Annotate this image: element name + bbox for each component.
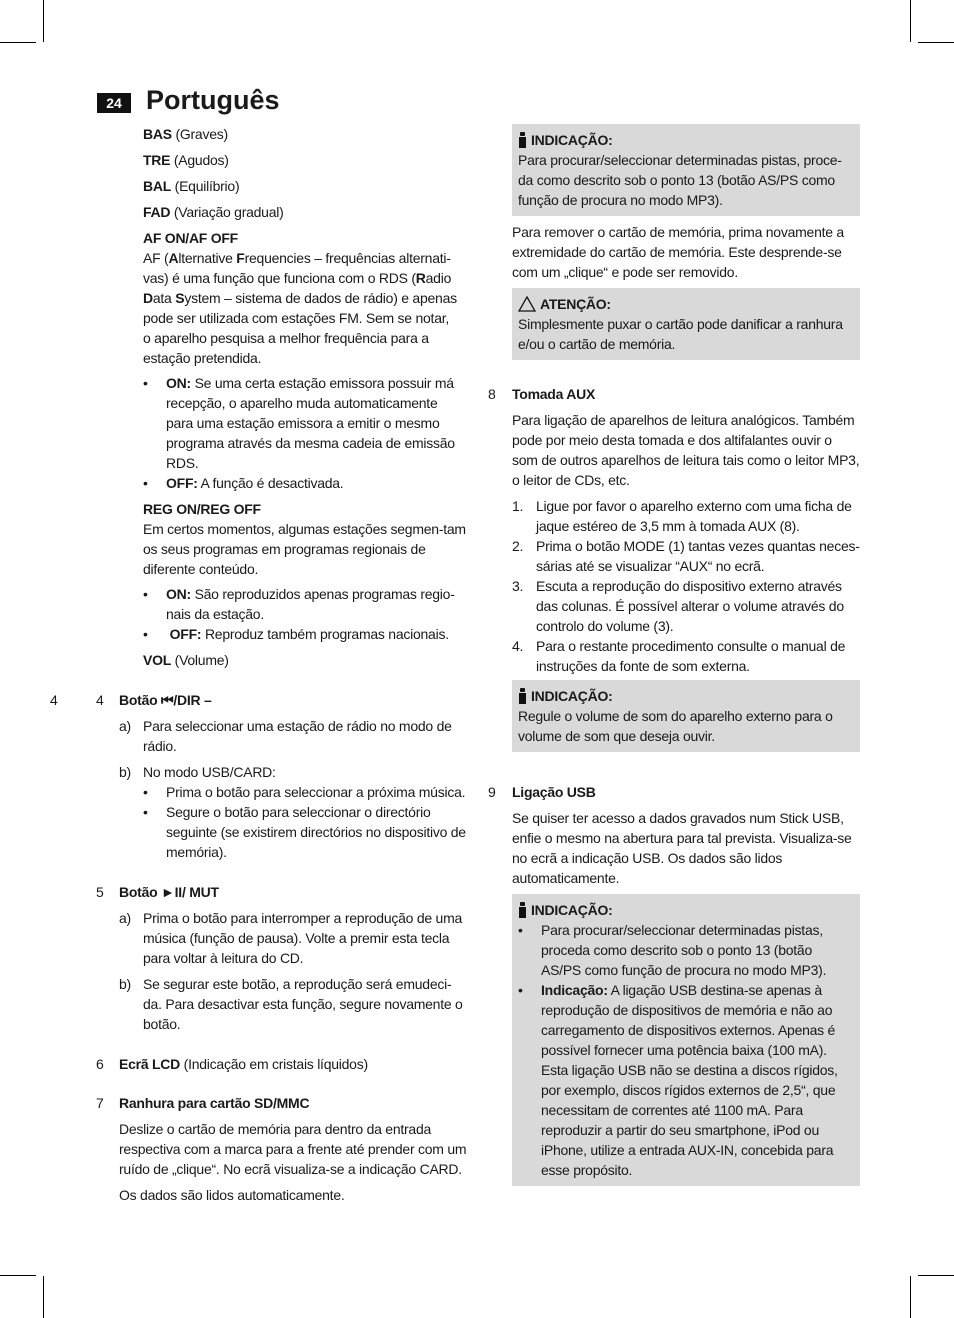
page-title: Português [146,85,280,115]
left-column [50,124,468,1205]
right-column [488,124,860,1186]
section-7-text: Deslize o cartão de memória para dentro da entrada respectiva com a marca para a frente até prender com um ruído de „clique“. No ecrã visualiza-se a indicação CARD. [119,1121,467,1177]
reg-text: Em certos momentos, algumas estações segmen-tam os seus programas em programas regionais de diferente conteúdo. [143,521,466,577]
section-9-text: Se quiser ter acesso a dados gravados num Stick USB, enfie o mesmo na abertura para tal prevista. Visualiza-se no ecrã a indicação USB. Os dados são lidos automaticamente. [512,810,852,886]
note-text: Para procurar/seleccionar determinadas pistas, proce-da como descrito sob o ponto 13 (botão AS/PS como função de procura no modo MP3). [518,152,842,208]
section-7-title: Ranhura para cartão SD/MMC [119,1095,310,1111]
section-number: 4 [50,692,58,708]
af-off-item: • OFF: A função é desactivada. [143,475,344,491]
section-4-b: b) No modo USB/CARD: [119,764,276,780]
note-box: INDICAÇÃO: Regule o volume de som do aparelho externo para o volume de som que deseja ouvir. [512,680,860,752]
section-5-number: 5 [96,884,104,900]
section-4-number: 4 [96,692,104,708]
term-tre: TRE (Agudos) [143,152,229,168]
term-bal: BAL (Equilíbrio) [143,178,240,194]
reg-title: REG ON/REG OFF [143,501,261,517]
crop-mark [43,1276,44,1318]
section-7-number: 7 [96,1095,104,1111]
remove-card-text: Para remover o cartão de memória, prima novamente a extremidade do cartão de memória. Este desprende-se com um „clique“ e pode ser removido. [512,224,844,280]
section-4-a: a) Para seleccionar uma estação de rádio no modo de rádio. [119,718,452,754]
crop-mark [918,42,954,43]
section-5-a: a) Prima o botão para interromper a reprodução de uma música (função de pausa). Volte a premir esta tecla para voltar à leitura do CD. [119,910,463,966]
step-item: 2. Prima o botão MODE (1) tantas vezes quantas neces-sárias até se visualizar “AUX“ no ecrã. [512,538,860,574]
term-vol: VOL (Volume) [143,652,229,668]
section-8-title: 8 Tomada AUX [488,386,596,402]
section-6-title: Ecrã LCD (Indicação em cristais líquidos) [119,1056,368,1072]
section-4-title: Botão ⏮/DIR – [119,692,212,708]
page-number: 24 [97,93,131,113]
section-9-title: 9 Ligação USB [488,784,596,800]
note-box: INDICAÇÃO: • Para procurar/seleccionar determinadas pistas, proceda como descrito sob o ponto 13 (botão AS/PS como função de procura no modo MP3). • Indicação: A ligação USB destina-se apenas à reprodução de dispositivos de memória e não ao carregamento de dispositivos externos. Apenas é possível fornecer uma potência baixa (100 mA). Esta ligação USB não se destina a discos rígidos, por exemplo, discos rígidos externos de 2,5“, que necessitam de correntes até 1100 mA. Para reproduzir a partir do seu smartphone, iPod ou iPhone, utilize a entrada AUX-IN, concebida para esse propósito. [512,894,860,1186]
warning-icon [518,296,536,312]
section-4-b2: • Segure o botão para seleccionar o directório seguinte (se existirem directórios no dispositivo de memória). [143,804,466,860]
section-6-number: 6 [96,1056,104,1072]
af-title: AF ON/AF OFF [143,230,238,246]
info-icon [518,902,527,918]
section-5-b: b) Se segurar este botão, a reprodução será emudeci-da. Para desactivar esta função, segure novamente o botão. [119,976,463,1032]
section-8-text: Para ligação de aparelhos de leitura analógicos. Também pode por meio desta tomada e dos altifalantes ouvir o som de outros aparelhos de leitura tais como o leitor MP3, o leitor de CDs, etc. [512,412,860,488]
crop-mark [0,1275,36,1276]
note-bullet: • Para procurar/seleccionar determinadas pistas, proceda como descrito sob o ponto 13 (botão AS/PS como função de procura no modo MP3). [518,922,827,978]
crop-mark [910,1276,911,1318]
crop-mark [0,42,36,43]
reg-off-item: • OFF: Reproduz também programas nacionais. [143,626,449,642]
crop-mark [43,0,44,42]
step-item: 1. Ligue por favor o aparelho externo com uma ficha de jaque estéreo de 3,5 mm à tomada AUX (8). [512,498,852,534]
section-8-steps [512,496,860,676]
note-text: Regule o volume de som do aparelho externo para o volume de som que deseja ouvir. [518,708,833,744]
step-item: 3. Escuta a reprodução do dispositivo externo através das colunas. É possível alterar o volume através do controlo do volume (3). [512,578,844,634]
note-bullet: • Indicação: A ligação USB destina-se apenas à reprodução de dispositivos de memória e não ao carregamento de dispositivos externos. Apenas é possível fornecer uma potência baixa (100 mA). Esta ligação USB não se destina a discos rígidos, por exemplo, discos rígidos externos de 2,5“, que necessitam de correntes até 1100 mA. Para reproduzir a partir do seu smartphone, iPod ou iPhone, utilize a entrada AUX-IN, concebida para esse propósito. [518,982,838,1178]
term-fad: FAD (Variação gradual) [143,204,284,220]
af-text: AF (Alternative Frequencies – frequências alternati- vas) é uma função que funciona com o RDS (Radio Data System – sistema de dados de rádio) e apenas pode ser utilizada com estações FM. Sem se notar, o aparelho pesquisa a melhor frequência para a estação pretendida. [143,250,457,366]
term-bas: BAS (Graves) [143,126,228,142]
warning-box: ATENÇÃO: Simplesmente puxar o cartão pode danificar a ranhura e/ou o cartão de memória. [512,288,860,360]
section-5-title: Botão ►II/ MUT [119,884,219,900]
note-box: INDICAÇÃO: Para procurar/seleccionar determinadas pistas, proce-da como descrito sob o ponto 13 (botão AS/PS como função de procura no modo MP3). [512,124,860,216]
info-icon [518,688,527,704]
section-7-text2: Os dados são lidos automaticamente. [119,1187,345,1203]
crop-mark [910,0,911,42]
af-on-item: • ON: Se uma certa estação emissora possuir má recepção, o aparelho muda automaticamente para uma estação emissora a emitir o mesmo programa através da mesma cadeia de emissão RDS. [143,375,455,471]
reg-on-item: • ON: São reproduzidos apenas programas regio-nais da estação. [143,586,455,622]
step-item: 4. Para o restante procedimento consulte o manual de instruções da fonte de som externa. [512,638,846,674]
info-icon [518,132,527,148]
crop-mark [918,1275,954,1276]
section-4-b1: • Prima o botão para seleccionar a próxima música. [143,784,466,800]
warning-text: Simplesmente puxar o cartão pode danificar a ranhura e/ou o cartão de memória. [518,316,843,352]
